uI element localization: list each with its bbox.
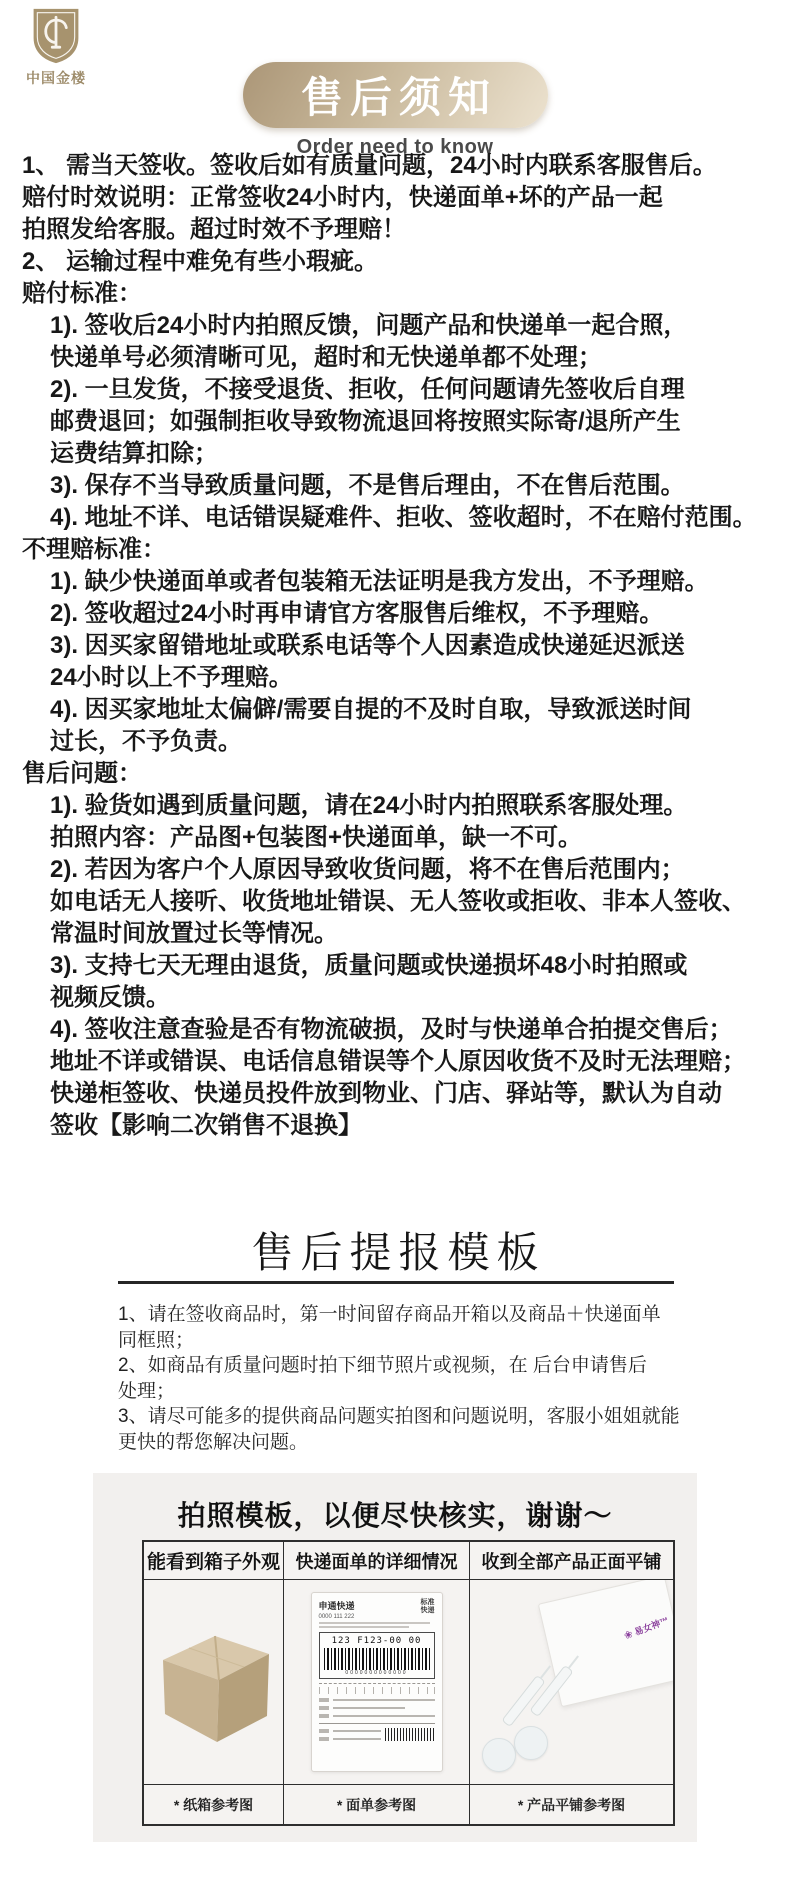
table-header-waybill-detail [284, 1542, 470, 1580]
page-subtitle: Order need to know [296, 136, 494, 158]
notice-line: 拍照发给客服。超过时效不予理赔！ [22, 216, 406, 243]
notice-line: 签收【影响二次销售不退换】 [50, 1112, 362, 1139]
product-flatlay-image [470, 1580, 673, 1785]
table-header-products-flat [470, 1542, 673, 1580]
label-courier-block [319, 1599, 355, 1620]
caption-box-reference [144, 1785, 284, 1824]
waybill-number: 0000 111 222 [318, 1614, 355, 1620]
notice-line: 1). 签收后24小时内拍照反馈，问题产品和快递单一起合照， [50, 312, 688, 339]
label-address-lines [319, 1622, 435, 1628]
caption-label: * 面单参考图 [336, 1796, 417, 1813]
notice-line: 3). 支持七天无理由退货，质量问题或快递损坏48小时拍照或 [50, 952, 688, 979]
column-header-label: 能看到箱子外观 [146, 1552, 280, 1573]
report-template-step: 3、请尽可能多的提供商品问题实拍图和问题说明，客服小姐姐就能 [118, 1406, 680, 1427]
label-header [319, 1599, 435, 1620]
label-sender-section [319, 1723, 435, 1741]
title-underline [118, 1281, 674, 1284]
notice-line: 售后问题： [22, 760, 142, 787]
service-type-tags [421, 1599, 435, 1615]
table-header-box-exterior [144, 1542, 284, 1580]
report-template-step: 同框照； [118, 1329, 195, 1351]
report-template-step: 2、如商品有质量问题时拍下细节照片或视频，在 后台申请售后 [118, 1355, 647, 1376]
caption-product-reference [470, 1785, 673, 1824]
shield-logo-icon [28, 6, 84, 66]
notice-line: 如电话无人接听、收货地址错误、无人签收或拒收、非本人签收、 [50, 888, 746, 915]
barcode-digits: 0000000000000 [345, 1670, 408, 1676]
report-template-step: 1、请在签收商品时，第一时间留存商品开箱以及商品＋快递面单 [118, 1304, 661, 1325]
report-template-title: 售后提报模板 [251, 1229, 546, 1276]
column-header-label: 快递面单的详细情况 [295, 1551, 458, 1572]
notice-line: 2). 签收超过24小时再申请官方客服售后维权，不予理赔。 [50, 600, 664, 627]
brand-flower-icon: ❀ [622, 1628, 635, 1642]
notice-body [22, 150, 784, 1142]
notice-line: 2). 一旦发货，不接受退货、拒收，任何问题请先签收后自理 [50, 376, 685, 403]
report-template-step: 更快的帮您解决问题。 [118, 1431, 309, 1453]
address-field [319, 1706, 435, 1710]
notice-line: 地址不详或错误、电话信息错误等个人原因收货不及时无法理赔； [50, 1048, 746, 1075]
title-banner [243, 62, 548, 128]
notice-line: 1、 需当天签收。签收后如有质量问题，24小时内联系客服售后。 [22, 152, 717, 179]
notice-line: 2). 若因为客户个人原因导致收货问题，将不在售后范围内； [50, 856, 685, 883]
page-title: 售后须知 [300, 74, 497, 121]
cardboard-box-image [149, 1602, 279, 1762]
box-photo-cell [144, 1580, 284, 1785]
caption-waybill-reference [284, 1785, 470, 1824]
round-pod [482, 1738, 516, 1772]
address-field [319, 1714, 435, 1718]
brand-text: 易女神™ [633, 1614, 671, 1637]
notice-line: 快递单号必须清晰可见，超时和无快递单都不处理； [50, 344, 602, 371]
sender-lines [319, 1727, 381, 1741]
photo-template-panel [93, 1473, 697, 1842]
notice-line: 拍照内容：产品图+包装图+快递面单，缺一不可。 [50, 824, 583, 851]
service-tag: 快递 [420, 1607, 435, 1614]
notice-line: 赔付标准： [22, 280, 142, 307]
notice-line: 过长，不予负责。 [50, 728, 242, 755]
notice-line: 24小时以上不予理赔。 [50, 664, 293, 691]
notice-line: 运费结算扣除； [50, 440, 218, 467]
notice-line: 快递柜签收、快递员投件放到物业、门店、驿站等，默认为自动 [50, 1080, 722, 1107]
digit-boxes-row [319, 1687, 435, 1694]
notice-line: 4). 地址不详、电话错误疑难件、拒收、签收超时，不在赔付范围。 [50, 504, 757, 531]
caption-label: * 产品平铺参考图 [517, 1796, 626, 1813]
waybill-label-image [311, 1592, 443, 1772]
report-template-step: 处理； [118, 1380, 176, 1402]
brand-name: 中国金楼 [26, 70, 86, 86]
small-barcode-image [385, 1728, 435, 1741]
round-pod [514, 1726, 548, 1760]
service-tag: 标准 [420, 1599, 435, 1606]
barcode-image [324, 1648, 430, 1670]
column-header-label: 收到全部产品正面平铺 [481, 1551, 662, 1572]
product-photo-cell [470, 1580, 673, 1785]
notice-line: 视频反馈。 [50, 984, 170, 1011]
courier-name: 申通快递 [318, 1601, 355, 1611]
notice-line: 常温时间放置过长等情况。 [50, 920, 338, 947]
brand-logo [10, 6, 102, 88]
notice-line: 3). 因买家留错地址或联系电话等个人因素造成快递延迟派送 [50, 632, 685, 659]
notice-line: 4). 因买家地址太偏僻/需要自提的不及时自取，导致派送时间 [50, 696, 692, 723]
notice-line: 不理赔标准： [22, 536, 166, 563]
label-code-box [319, 1632, 435, 1679]
photo-template-title: 拍照模板，以便尽快核实，谢谢～ [177, 1500, 613, 1531]
product-brand-label [622, 1613, 670, 1642]
notice-line: 3). 保存不当导致质量问题，不是售后理由，不在售后范围。 [50, 472, 685, 499]
notice-line: 4). 签收注意查验是否有物流破损，及时与快递单合拍提交售后； [50, 1016, 733, 1043]
notice-line: 2、 运输过程中难免有些小瑕疵。 [22, 248, 379, 275]
waybill-photo-cell [284, 1580, 470, 1785]
photo-reference-table [142, 1540, 675, 1826]
notice-line: 1). 缺少快递面单或者包装箱无法证明是我方发出，不予理赔。 [50, 568, 709, 595]
sorting-code: 123 F123-00 00 [331, 1636, 422, 1646]
caption-label: * 纸箱参考图 [173, 1796, 254, 1813]
notice-line: 邮费退回；如强制拒收导致物流退回将按照实际寄/退所产生 [50, 408, 681, 435]
notice-line: 1). 验货如遇到质量问题，请在24小时内拍照联系客服处理。 [50, 792, 688, 819]
label-recipient-section [319, 1683, 435, 1718]
address-field [319, 1698, 435, 1702]
report-template-steps [118, 1302, 718, 1455]
notice-line: 赔付时效说明：正常签收24小时内，快递面单+坏的产品一起 [22, 184, 663, 211]
